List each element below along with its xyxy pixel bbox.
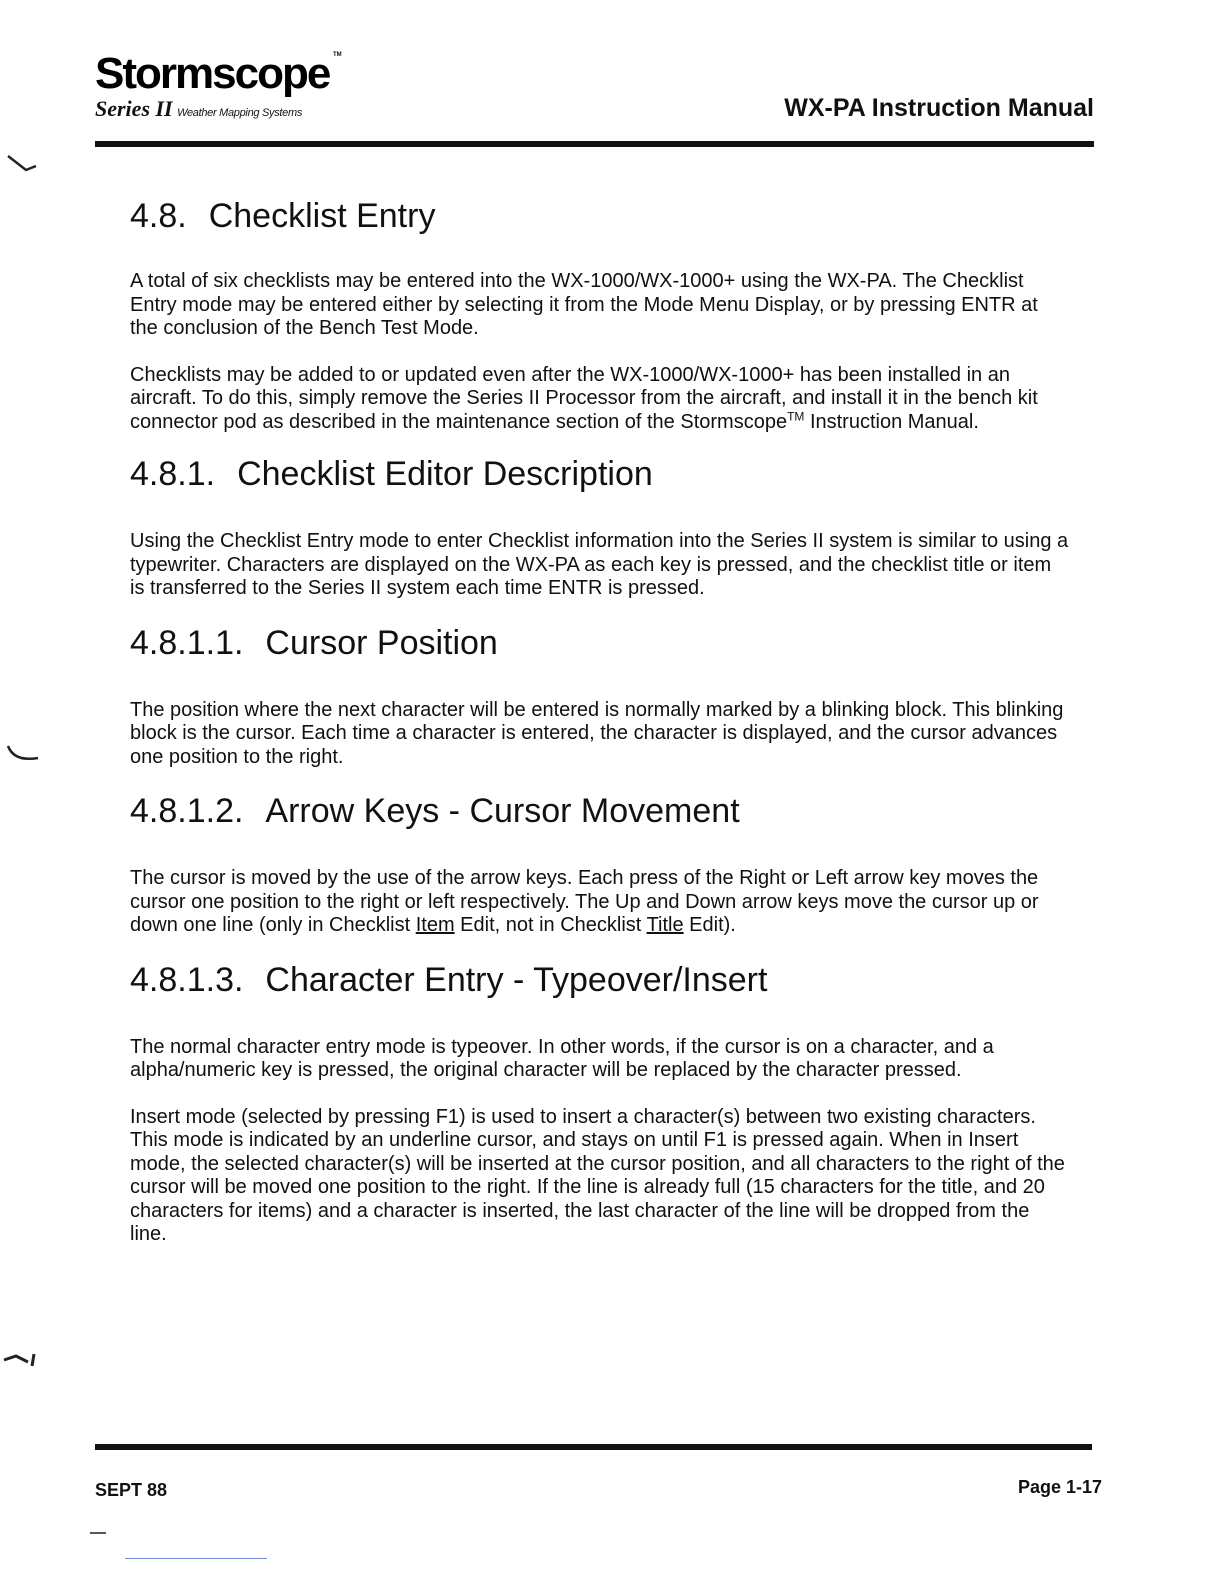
footer-page-number: Page 1-17 — [1017, 1477, 1102, 1497]
section-heading — [130, 454, 1070, 494]
paragraph-text: Instruction Manual. — [804, 410, 979, 433]
logo-tagline: Weather Mapping Systems — [177, 107, 303, 119]
section-number: 4.8.1.2. — [130, 792, 244, 830]
paragraph: The position where the next character will be entered is normally marked by a blinking block. This blinking block is the cursor. Each time a character is entered, the character is displayed, and the cursor advances one position to the right. — [130, 698, 1064, 768]
underlined-title: Title — [646, 914, 684, 936]
paragraph-text: Edit, not in Checklist — [454, 914, 647, 936]
paragraph-text: Checklists may be added to or updated even after the WX-1000/WX-1000+ has been installed in an aircraft. To do this, simply remove the Series II Processor from the aircraft, and install it in the bench kit connector pod as described in the maintenance section of the Stormscope — [130, 363, 1038, 433]
section-heading — [130, 623, 1070, 663]
paragraph-text: The cursor is moved by the use of the arrow keys. Each press of the Right or Left arrow key moves the cursor one position to the right or left respectively. The Up and Down arrow keys move the cursor up or down one line (only in Checklist — [130, 867, 1039, 936]
section-number: 4.8.1.3. — [130, 960, 244, 999]
paragraph: The normal character entry mode is typeover. In other words, if the cursor is on a character, and a alpha/numeric key is pressed, the original character will be replaced by the character pressed. — [130, 1035, 994, 1081]
paragraph: Insert mode (selected by pressing F1) is used to insert a character(s) between two existing characters. This mode is indicated by an underline cursor, and stays on until F1 is pressed again. When in Insert mode, the selected character(s) will be inserted at the cursor position, and all characters to the right of the cursor will be moved one position to the right. If the line is already full (15 characters for the title, and 20 characters for items) and a character is inserted, the last character of the line will be dropped from the line. — [130, 1105, 1065, 1245]
section-number: 4.8.1. — [130, 455, 216, 493]
footer-dash-mark — [90, 1532, 106, 1534]
header-rule — [95, 141, 1094, 147]
section-heading — [130, 791, 1070, 831]
stormscope-logo — [95, 49, 342, 122]
section-title: Checklist Entry — [208, 197, 436, 235]
paragraph — [130, 867, 1070, 938]
logo-subline — [95, 96, 329, 122]
section-title: Arrow Keys - Cursor Movement — [265, 792, 740, 830]
paragraph: A total of six checklists may be entered into the WX-1000/WX-1000+ using the WX-PA. The Checklist Entry mode may be entered either by selecting it from the Mode Menu Display, or by pressing ENTR at the conclusion of the Bench Test Mode. — [130, 270, 1038, 339]
paragraph — [130, 364, 1070, 435]
manual-title: WX-PA Instruction Manual — [784, 94, 1094, 122]
underlined-item: Item — [415, 914, 455, 936]
paragraph: Using the Checklist Entry mode to enter Checklist information into the Series II system is similar to using a typewriter. Characters are displayed on the WX-PA as each key is pressed, and the checklist title or item is transferred to the Series II system each time ENTR is pressed. — [130, 530, 1069, 599]
paragraph-text: Edit). — [683, 914, 736, 936]
logo-trademark: TM — [333, 52, 342, 58]
footer-blue-line — [125, 1558, 267, 1559]
footer-date: SEPT 88 — [95, 1480, 168, 1500]
section-title: Checklist Editor Description — [237, 455, 653, 493]
section-title: Cursor Position — [265, 623, 498, 662]
logo-wordmark: Stormscope — [95, 49, 330, 98]
margin-mark-top — [6, 150, 40, 180]
section-number: 4.8. — [130, 197, 187, 235]
trademark-sup: TM — [787, 408, 805, 423]
section-number: 4.8.1.1. — [130, 623, 244, 662]
section-title: Character Entry - Typeover/Insert — [265, 960, 768, 999]
page-content — [130, 190, 1070, 1247]
footer-rule — [95, 1444, 1092, 1450]
margin-mark-middle — [6, 744, 40, 768]
section-heading — [130, 196, 1070, 236]
section-heading — [130, 960, 1070, 1000]
margin-mark-lower — [2, 1348, 42, 1372]
logo-series: Series II — [95, 96, 173, 121]
